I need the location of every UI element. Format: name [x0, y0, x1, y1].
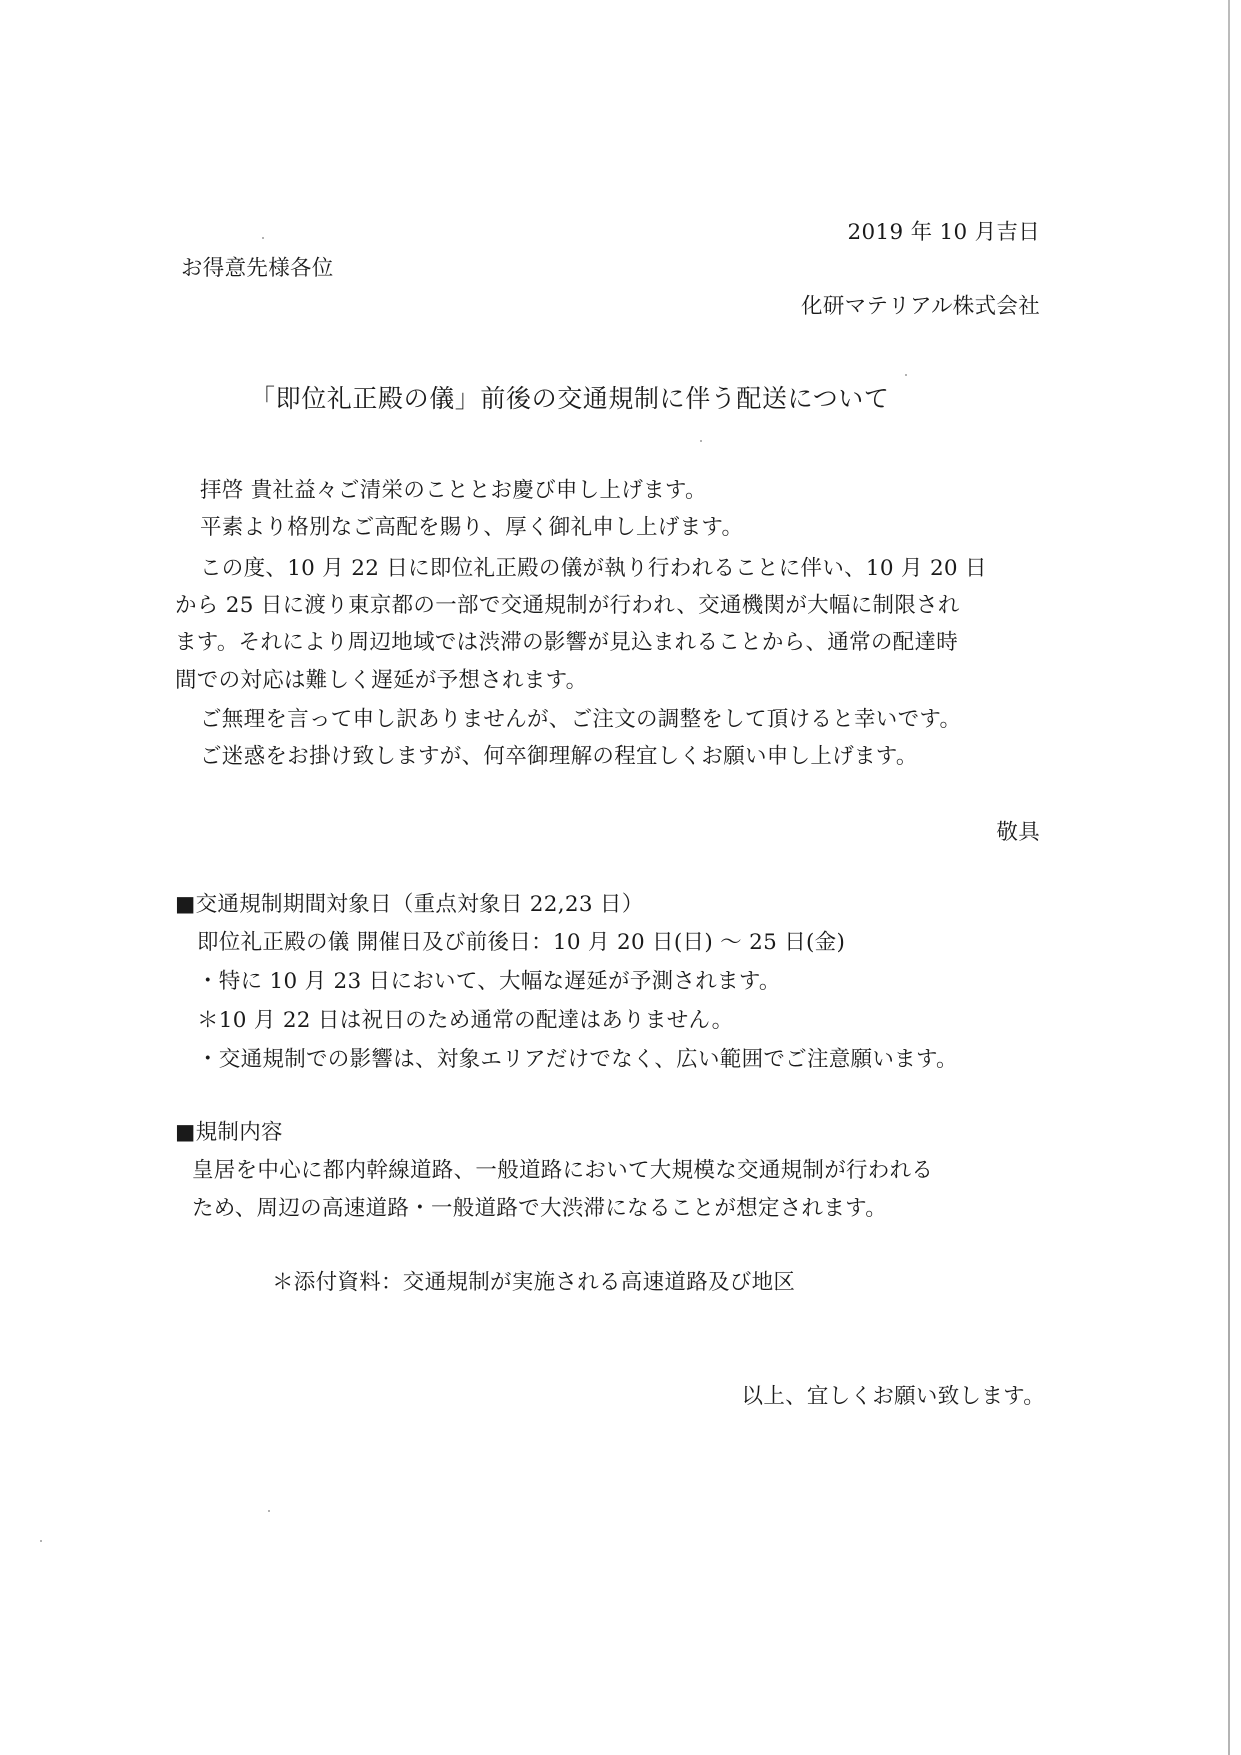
section-heading-period: ■交通規制期間対象日（重点対象日 22,23 日）: [175, 892, 644, 917]
final-closing: 以上、宜しくお願い致します。: [741, 1384, 1045, 1409]
body-line: ご迷惑をお掛け致しますが、何卒御理解の程宜しくお願い申し上げます。: [200, 744, 918, 769]
section-line: ため、周辺の高速道路・一般道路で大渋滞になることが想定されます。: [192, 1196, 888, 1221]
attachment-note: ＊添付資料：交通規制が実施される高速道路及び地区: [272, 1270, 796, 1295]
scan-speck: [40, 1540, 42, 1542]
scan-speck: [268, 1510, 270, 1512]
recipient: お得意先様各位: [181, 256, 334, 281]
section-line: 皇居を中心に都内幹線道路、一般道路において大規模な交通規制が行われる: [192, 1158, 934, 1183]
body-line: 平素より格別なご高配を賜り、厚く御礼申し上げます。: [200, 515, 744, 540]
document-title: 「即位礼正殿の儀」前後の交通規制に伴う配送について: [250, 384, 890, 413]
body-line: から 25 日に渡り東京都の一部で交通規制が行われ、交通機関が大幅に制限され: [175, 593, 960, 618]
closing-keigu: 敬具: [996, 820, 1040, 845]
body-line: 拝啓 貴社益々ご清栄のこととお慶び申し上げます。: [200, 478, 707, 503]
scan-edge-shadow: [1228, 0, 1230, 1755]
body-line: 間での対応は難しく遅延が予想されます。: [175, 668, 588, 693]
scan-speck: [262, 237, 264, 239]
body-line: ます。それにより周辺地域では渋滞の影響が見込まれることから、通常の配達時: [175, 630, 959, 655]
section-line: ・交通規制での影響は、対象エリアだけでなく、広い範囲でご注意願います。: [197, 1047, 958, 1072]
scan-speck: [700, 440, 702, 442]
scan-speck: [905, 374, 907, 376]
body-line: ご無理を言って申し訳ありませんが、ご注文の調整をして頂けると幸いです。: [200, 707, 962, 732]
section-heading-content: ■規制内容: [175, 1120, 283, 1145]
section-line: 即位礼正殿の儀 開催日及び前後日：10 月 20 日(日) ～ 25 日(金): [197, 930, 846, 955]
body-line: この度、10 月 22 日に即位礼正殿の儀が執り行われることに伴い、10 月 20 日: [200, 556, 987, 581]
letter-date: 2019 年 10 月吉日: [847, 220, 1040, 245]
sender-company: 化研マテリアル株式会社: [801, 294, 1040, 319]
section-line: ＊10 月 22 日は祝日のため通常の配達はありません。: [197, 1008, 734, 1033]
section-line: ・特に 10 月 23 日において、大幅な遅延が予測されます。: [197, 969, 781, 994]
